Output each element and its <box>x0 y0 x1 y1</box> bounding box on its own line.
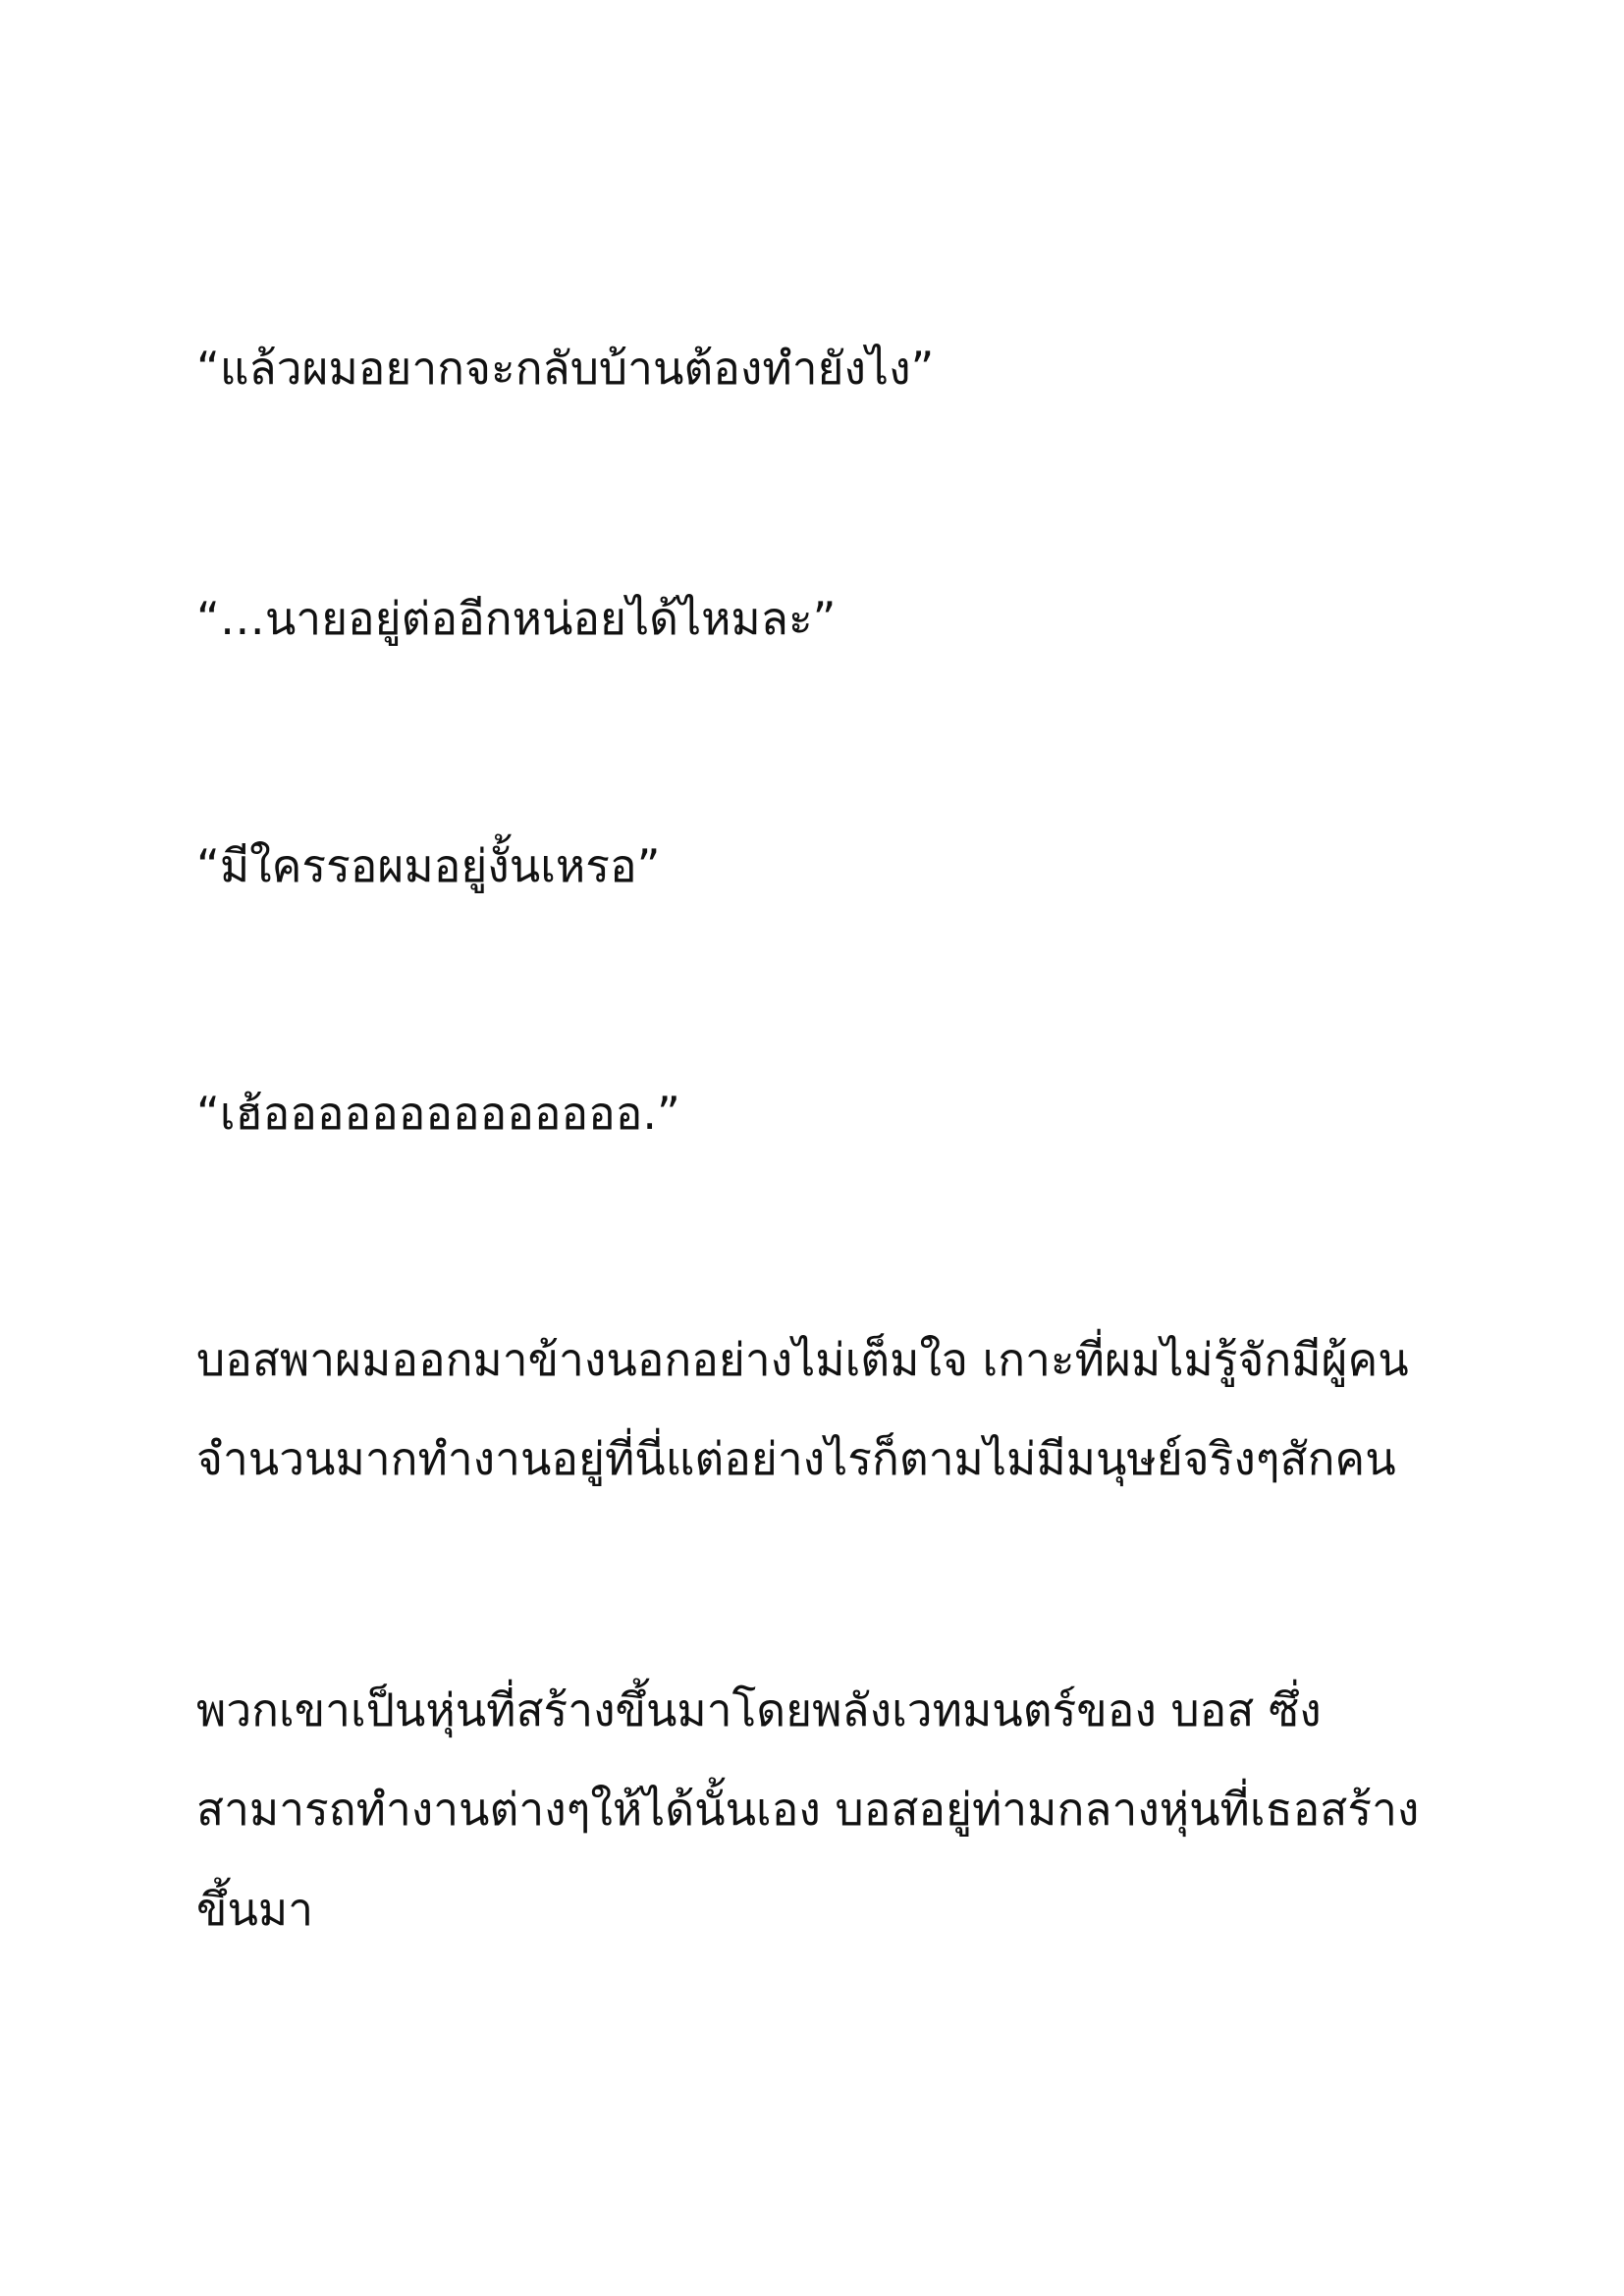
paragraph-2-line-3: ขึ้นมา <box>196 1883 314 1936</box>
dialogue-line-2: “…นายอยู่ต่ออีกหน่อยได้ไหมละ” <box>196 592 837 645</box>
paragraph-2-line-1: พวกเขาเป็นหุ่นที่สร้างขึ้นมาโดยพลังเวทมนตร์ของ บอส ซึ่ง <box>196 1683 1322 1736</box>
paragraph-1-line-1: บอสพาผมออกมาข้างนอกอย่างไม่เต็มใจ เกาะที่ผมไม่รู้จักมีผู้คน <box>196 1333 1409 1386</box>
dialogue-line-4: “เฮ้ออออออออออออออ.” <box>196 1087 680 1140</box>
dialogue-line-3: “มีใครรอผมอยู่งั้นเหรอ” <box>196 839 661 892</box>
dialogue-line-1: “แล้วผมอยากจะกลับบ้านต้องทำยังไง” <box>196 342 935 395</box>
paragraph-1-line-2: จำนวนมากทำงานอยู่ที่นี่แต่อย่างไรก็ตามไม่มีมนุษย์จริงๆสักคน <box>196 1432 1396 1485</box>
paragraph-2-line-2: สามารถทำงานต่างๆให้ได้นั้นเอง บอสอยู่ท่ามกลางหุ่นที่เธอสร้าง <box>196 1783 1420 1836</box>
